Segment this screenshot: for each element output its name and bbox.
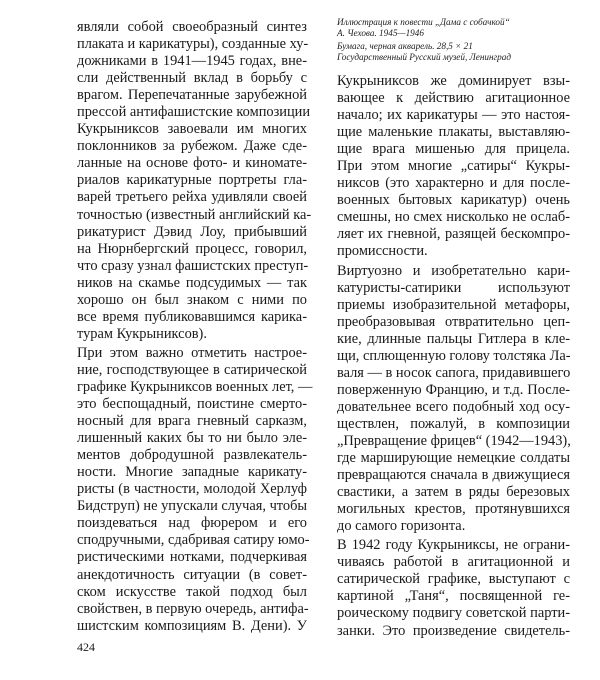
text-line: где марширующие немецкие солдаты	[337, 450, 570, 467]
text-line: все время публиковавшимся карика-	[77, 308, 307, 325]
text-line: ляет их гневной, разящей бескомпро-	[337, 226, 570, 243]
page-number: 424	[77, 640, 95, 654]
text-line: начало; их карикатуры — это настоя-	[337, 107, 570, 124]
text-line: могильных крестов, протянувшихся	[337, 501, 570, 518]
text-line: сподручными, сдабривая сатиру юмо-	[77, 532, 310, 549]
text-line: поверженную Францию, и т.д. После-	[337, 381, 570, 398]
text-line: промиссности.	[337, 243, 428, 260]
text-line: сли действенный вклад в борьбу с	[77, 70, 307, 87]
text-line: картиной „Таня“, посвященной ге-	[337, 588, 570, 605]
text-line: щие врага мишенью для прицела.	[337, 141, 570, 158]
text-line: Кукрыниксов же доминирует взы-	[337, 73, 570, 89]
text-line: приемы изобразительной метафоры,	[337, 296, 570, 313]
text-line: риалов карикатурные портреты гла-	[77, 172, 307, 189]
text-line: занки. Это произведение свидетель-	[337, 622, 570, 639]
text-line: ланные на основе фото- и киномате-	[77, 155, 307, 172]
text-line: „Превращение фрицев“ (1942—1943),	[337, 432, 571, 449]
text-line: никсов (это характерно и для после-	[337, 175, 570, 192]
right-text-column	[337, 17, 570, 640]
text-line: преобразовывая отвратительно цеп-	[337, 313, 570, 330]
text-line: ристическими нотками, подчеркивая	[77, 549, 307, 566]
caption-line: Иллюстрация к повести „Дама с собачкой“	[337, 17, 510, 27]
caption-line: Бумага, черная акварель. 28,5 × 21	[337, 41, 473, 51]
text-line: поклонников за рубежом. Даже сде-	[77, 138, 307, 155]
text-line: ществлен, пожалуй, в композиции	[337, 415, 570, 432]
text-line: вающее к действию агитационное	[337, 90, 570, 107]
text-line: являли собой своеобразный синтез	[77, 19, 307, 35]
text-line: довательнее всего подобный ход осу-	[337, 398, 570, 415]
paragraph	[77, 344, 313, 635]
text-line: рикатурист Дэвид Лоу, прибывший	[77, 223, 307, 240]
text-line: При этом важно отметить настрое-	[77, 344, 307, 361]
text-line: Кукрыниксов завоевали им многих	[77, 121, 307, 138]
text-line: щи, сплющенную голову толстяка Ла-	[337, 347, 571, 364]
text-line: щие маленькие плакаты, выставляю-	[337, 124, 570, 141]
text-line: хорошо он был знаком с ними по	[77, 291, 307, 308]
text-line: свастики, а затем в ряды березовых	[337, 484, 570, 501]
text-line: носный для врага гневный сарказм,	[77, 413, 307, 430]
text-line: При этом многие „сатиры“ Кукры-	[337, 158, 570, 175]
text-line: прессой антифашистские композиции	[77, 104, 311, 121]
text-line: графике Кукрыниксов военных лет, —	[77, 378, 313, 395]
text-line: свойствен, в первую очередь, антифа-	[77, 600, 309, 617]
text-line: Бидструп) не упускали случая, чтобы	[77, 498, 308, 515]
text-line: поиздеваться над фюрером и его	[77, 515, 307, 532]
text-line: до самого горизонта.	[337, 518, 466, 535]
text-line: анекдотичность ситуации (в совет-	[77, 566, 307, 583]
text-line: плаката и карикатуры), созданные ху-	[77, 36, 309, 53]
text-line: ристы (в частности, молодой Херлуф	[77, 481, 307, 498]
paragraph	[337, 537, 570, 639]
text-line: что сразу узнал фашистских преступ-	[77, 257, 309, 274]
text-line: военных бытовых карикатур) очень	[337, 192, 570, 209]
paragraph	[337, 263, 570, 536]
text-line: роическому подвигу советской парти-	[337, 605, 570, 622]
text-line: катуристы-сатирики используют	[337, 279, 570, 296]
text-line: шистским композициям В. Дени). У	[77, 617, 307, 634]
text-line: ников на скамье подсудимых — так	[77, 274, 307, 291]
text-line: точностью (известный английский ка-	[77, 206, 312, 223]
paragraph	[337, 73, 570, 261]
text-line: валя — в носок сапога, придавившего	[337, 364, 571, 381]
text-line: это беспощадный, поистине смерто-	[77, 396, 307, 413]
text-line: чиваясь работой в агитационной и	[337, 554, 570, 571]
text-line: Виртуозно и изобретательно кари-	[337, 262, 570, 279]
text-line: сатирической графике, выступают с	[337, 571, 570, 588]
text-line: смешны, но смех нисколько не ослаб-	[337, 209, 570, 226]
text-line: ние, господствующее в сатирической	[77, 361, 307, 378]
illustration-caption	[337, 17, 570, 62]
text-line: дожниками в 1941—1945 годах, вне-	[77, 53, 307, 70]
caption-line: Государственный Русский музей, Ленинград	[337, 51, 511, 62]
text-line: кие, длинные пальцы Гитлера в кле-	[337, 330, 570, 347]
right-body-text	[337, 73, 570, 640]
text-line: врагом. Перепечатанные зарубежной	[77, 87, 307, 104]
text-line: варей третьего рейха удивляли своей	[77, 189, 307, 206]
text-line: ментов добродушной развлекатель-	[77, 447, 307, 464]
text-line: ском искусстве такой подход был	[77, 583, 307, 600]
caption-details	[337, 41, 570, 62]
text-line: превращаются сначала в движущиеся	[337, 467, 570, 484]
paragraph	[77, 19, 312, 343]
text-line: ности. Многие западные карикату-	[77, 464, 307, 481]
text-line: турам Кукрыниксов).	[77, 325, 207, 342]
caption-line: А. Чехова. 1945—1946	[337, 27, 424, 38]
caption-title	[337, 17, 570, 38]
text-line: на Нюрнбергский процесс, говорил,	[77, 240, 307, 257]
left-text-column	[77, 19, 313, 635]
text-line: В 1942 году Кукрыниксы, не ограни-	[337, 537, 570, 554]
text-line: лишенный каких бы то ни было эле-	[77, 430, 307, 447]
